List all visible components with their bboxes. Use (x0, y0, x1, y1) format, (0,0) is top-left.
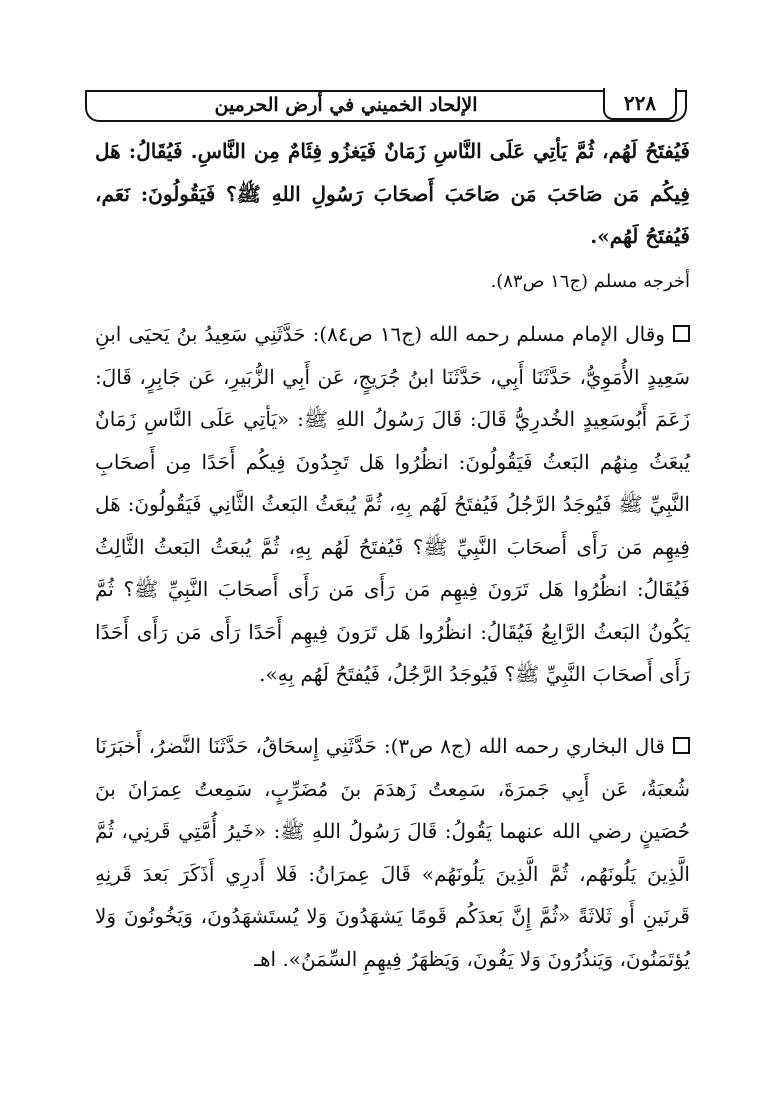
hadith-continuation-text: فَيُفتَحُ لَهُم، ثُمَّ يَأتِي عَلَى النَّاسِ زَمَانٌ فَيَغزُو فِئَامٌ مِن النَّاسِ. فَيُقَالُ: هَل فِيكُم مَن صَاحَبَ مَن صَاحَبَ أَصحَابَ رَسُولِ اللهِ ﷺ؟ فَيَقُولُونَ: نَعَم، فَيُفتَحُ لَهُم». (95, 139, 690, 248)
page-header (85, 88, 687, 124)
square-bullet-icon (673, 325, 690, 342)
source-note-text: أخرجه مسلم (ج١٦ ص٨٣). (490, 271, 690, 292)
hadith-continuation (95, 130, 690, 258)
square-bullet-icon (673, 737, 690, 754)
bukhari-hadith-text: قال البخاري رحمه الله (ج٨ ص٣): حَدَّثَنِي إِسحَاقُ، حَدَّثَنَا النَّضرُ، أَخبَرَنَا شُعبَةُ، عَن أَبِي جَمرَةَ، سَمِعتُ زَهدَمَ بنَ مُضَرِّبٍ، سَمِعتُ عِمرَانَ بنَ حُصَينٍ رضي الله عنهما يَقُولُ: قَالَ رَسُولُ اللهِ ﷺ: «خَيرُ أُمَّتِي قَرنِي، ثُمَّ الَّذِينَ يَلُونَهُم، ثُمَّ الَّذِينَ يَلُونَهُم» قَالَ عِمرَانُ: فَلا أَدرِي أَذَكَرَ بَعدَ قَرنِهِ قَرنَينِ أَو ثَلاثَةً «ثُمَّ إِنَّ بَعدَكُم قَومًا يَشهَدُونَ وَلا يُستَشهَدُونَ، وَيَخُونُونَ وَلا يُؤتَمَنُونَ، وَيَنذُرُونَ وَلا يَفُونَ، وَيَظهَرُ فِيهِمِ السِّمَنُ». اهـ (95, 734, 690, 971)
muslim-hadith-text: وقال الإمام مسلم رحمه الله (ج١٦ ص٨٤): حَدَّثَنِي سَعِيدُ بنُ يَحيَى ابنِ سَعِيدٍ الأُمَوِيُّ، حَدَّثَنَا أَبِي، حَدَّثَنَا ابنُ جُرَيجٍ، عَن أَبِي الزُّبَيرِ، عَن جَابِرٍ، قَالَ: زَعَمَ أَبُوسَعِيدٍ الخُدرِيُّ قَالَ: قَالَ رَسُولُ اللهِ ﷺ: «يَأتِي عَلَى النَّاسِ زَمَانٌ يُبعَثُ مِنهُم البَعثُ فَيَقُولُونَ: انظُرُوا هَل تَجِدُونَ فِيكُم أَحَدًا مِن أَصحَابِ النَّبِيِّ ﷺ فَيُوجَدُ الرَّجُلُ فَيُفتَحُ لَهُم بِهِ، ثُمَّ يُبعَثُ البَعثُ الثَّانِي فَيَقُولُونَ: هَل فِيهِم مَن رَأَى أَصحَابَ النَّبِيِّ ﷺ؟ فَيُفتَحُ لَهُم بِهِ، ثُمَّ يُبعَثُ البَعثُ الثَّالِثُ فَيُقَالُ: انظُرُوا هَل تَرَونَ فِيهِم مَن رَأَى مَن رَأَى أَصحَابَ النَّبِيِّ ﷺ؟ ثُمَّ يَكُونُ البَعثُ الرَّابِعُ فَيُقَالُ: انظُرُوا هَل تَرَونَ فِيهِم أَحَدًا رَأَى مَن رَأَى أَحَدًا رَأَى أَصحَابَ النَّبِيِّ ﷺ؟ فَيُوجَدُ الرَّجُلُ، فَيُفتَحُ لَهُم بِهِ». (95, 322, 690, 686)
book-title: الإلحاد الخميني في أرض الحرمين (214, 94, 478, 116)
muslim-hadith-paragraph (95, 313, 690, 696)
bukhari-hadith-paragraph (95, 725, 690, 980)
page-number: ٢٢٨ (603, 88, 677, 120)
source-note (95, 267, 690, 297)
